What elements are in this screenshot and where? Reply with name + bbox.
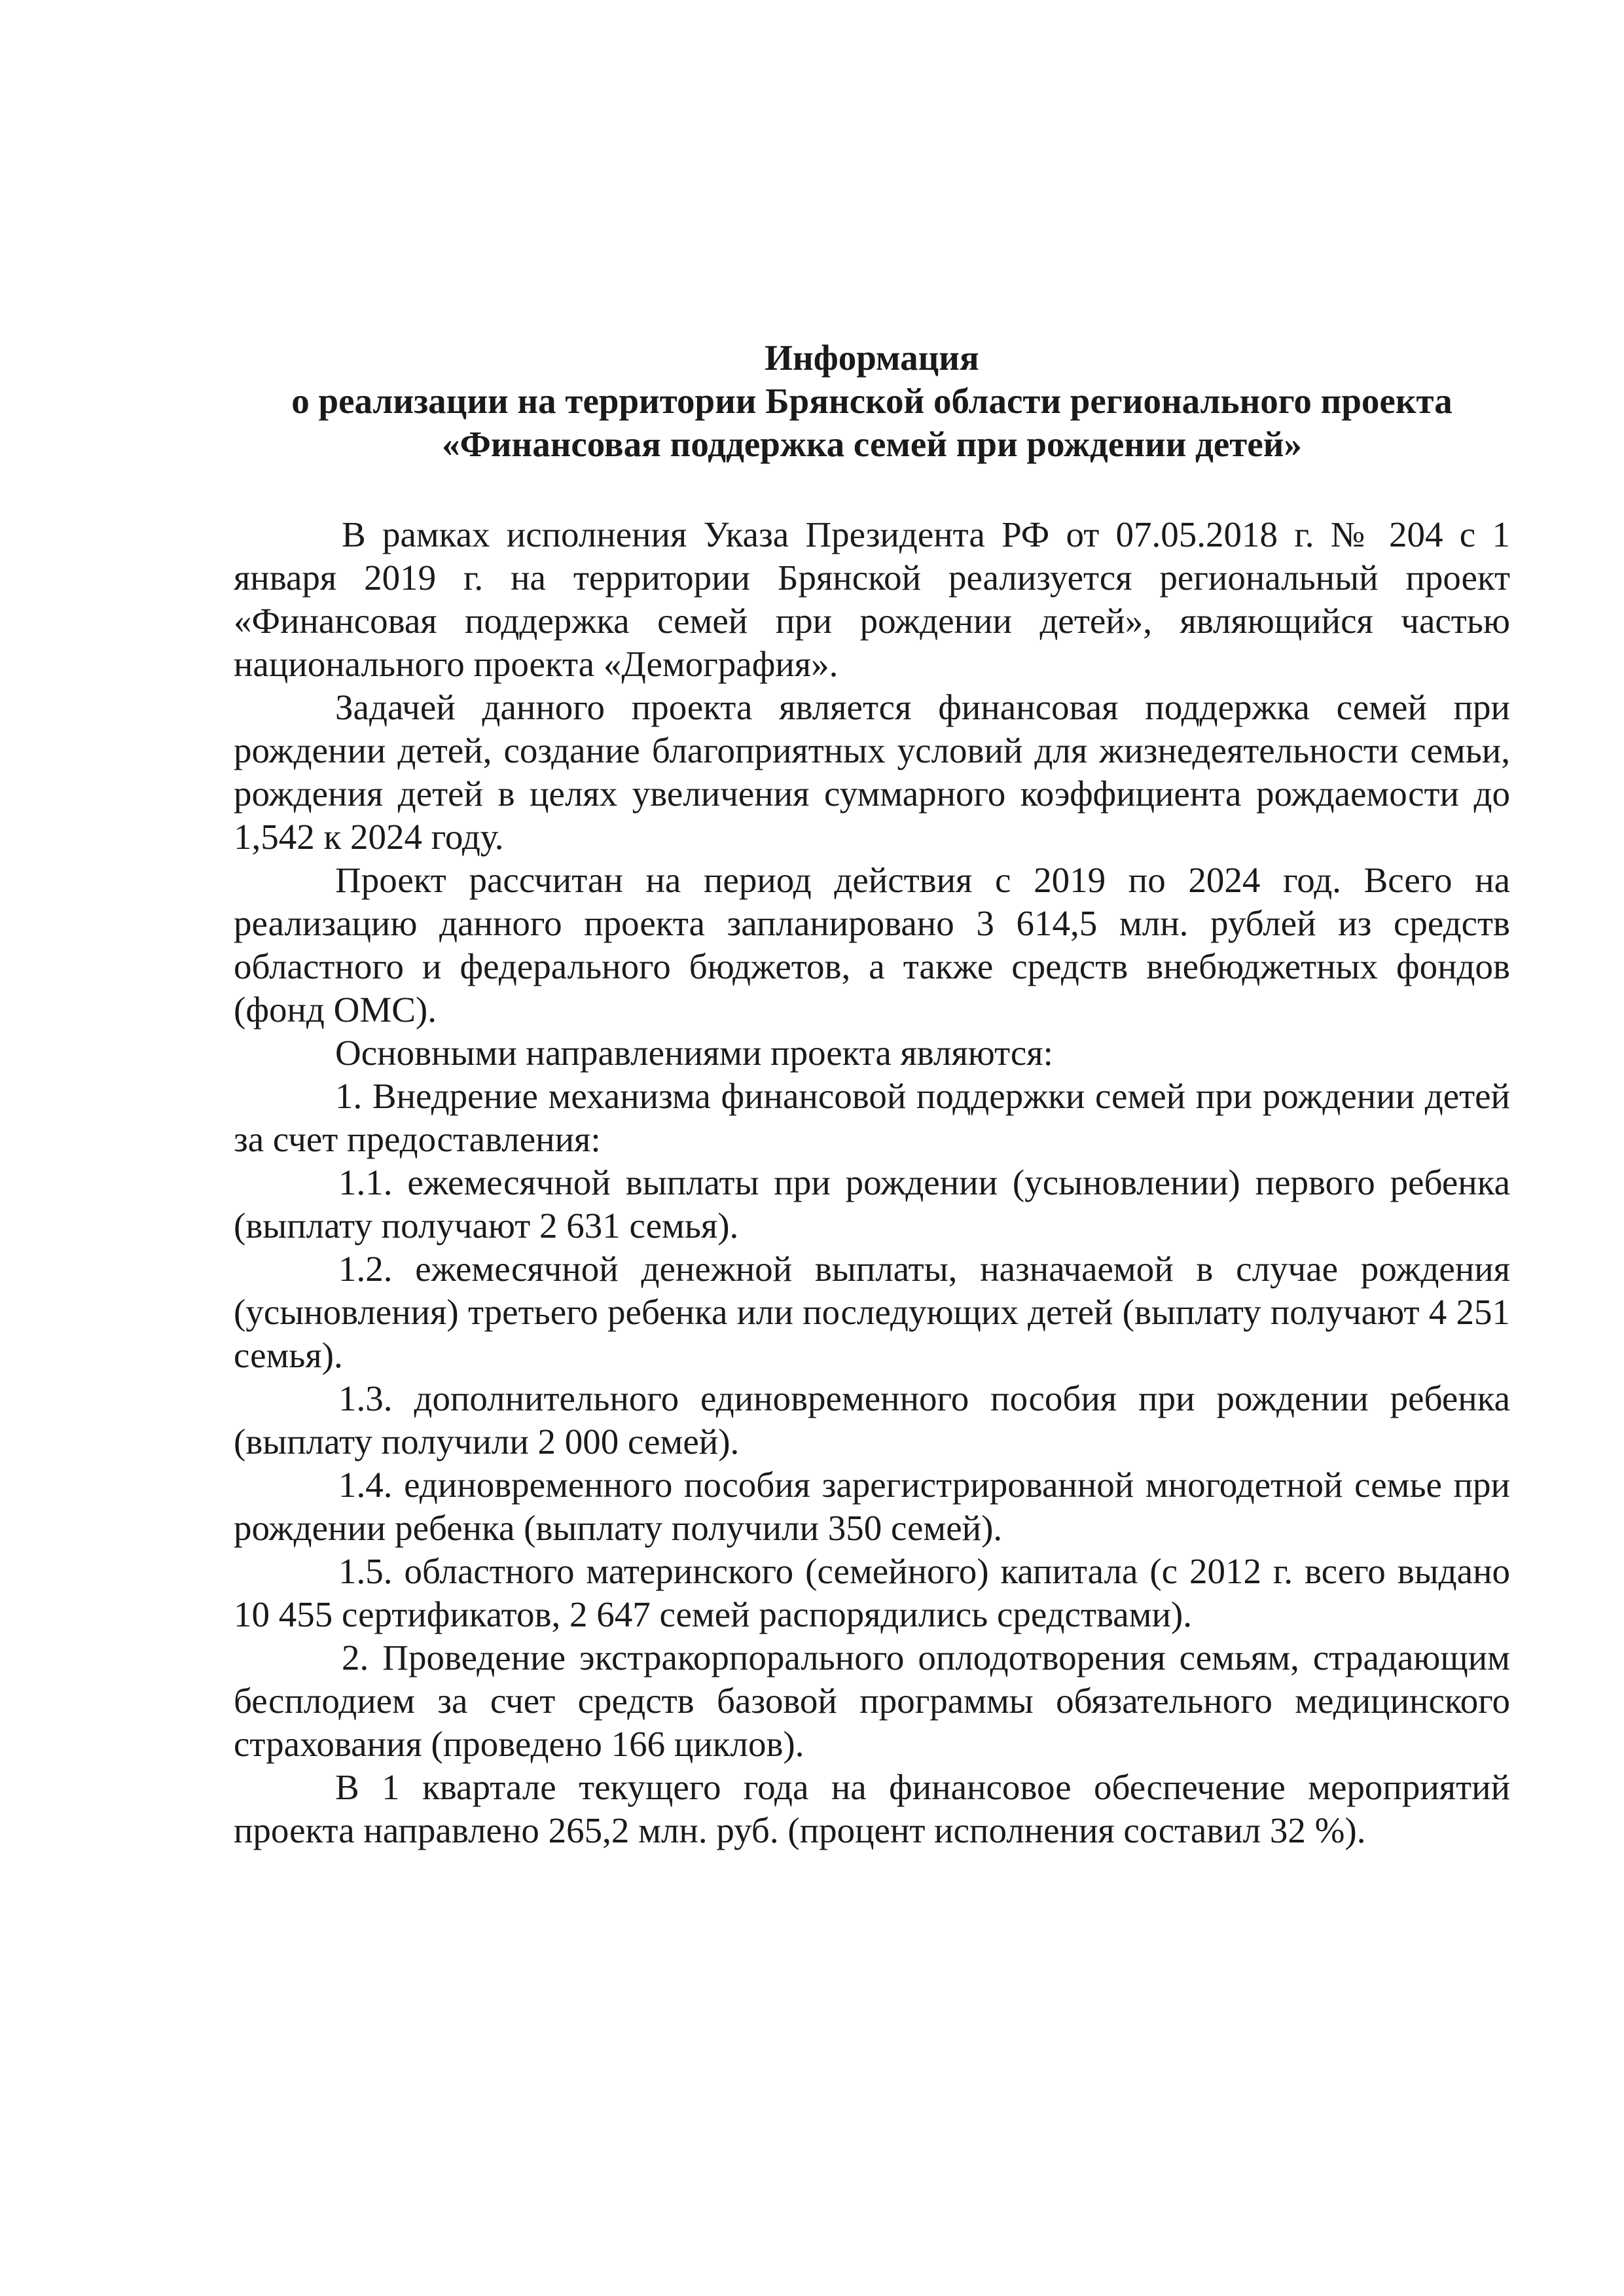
title-line-3: «Финансовая поддержка семей при рождении детей» xyxy=(442,424,1302,464)
paragraph-decree: В рамках исполнения Указа Президента РФ от 07.05.2018 г. № 204 с 1 января 2019 г. на территории Брянской реализуется региональный проект «Финансовая поддержка семей при рождении детей», являющийся частью национального проекта «Демография». xyxy=(234,514,1510,684)
list-item-1-5: 1.5. областного материнского (семейного) капитала (с 2012 г. всего выдано 10 455 сертификатов, 2 647 семей распорядились средствами). xyxy=(234,1551,1510,1634)
paragraph-goal: Задачей данного проекта является финансовая поддержка семей при рождении детей, создание благоприятных условий для жизнедеятельности семьи, рождения детей в целях увеличения суммарного коэффициента рождаемости до 1,542 к 2024 году. xyxy=(234,687,1510,857)
list-item-1-3: 1.3. дополнительного единовременного пособия при рождении ребенка (выплату получили 2 000 семей). xyxy=(234,1378,1510,1462)
list-item-2: 2. Проведение экстракорпорального оплодотворения семьям, страдающим бесплодием за счет средств базовой программы обязательного медицинского страхования (проведено 166 циклов). xyxy=(234,1638,1510,1764)
title-line-1: Информация xyxy=(765,338,979,378)
paragraph-budget: Проект рассчитан на период действия с 2019 по 2024 год. Всего на реализацию данного проекта запланировано 3 614,5 млн. рублей из средств областного и федерального бюджетов, а также средств внебюджетных фондов (фонд ОМС). xyxy=(234,860,1510,1030)
paragraph-directions-intro: Основными направлениями проекта являются: xyxy=(335,1033,1053,1073)
list-item-1: 1. Внедрение механизма финансовой поддержки семей при рождении детей за счет предоставления: xyxy=(234,1076,1510,1159)
title-line-2: о реализации на территории Брянской области регионального проекта xyxy=(291,381,1453,421)
list-item-1-1: 1.1. ежемесячной выплаты при рождении (усыновлении) первого ребенка (выплату получают 2 631 семья). xyxy=(234,1162,1510,1246)
paragraph-q1-funding: В 1 квартале текущего года на финансовое обеспечение мероприятий проекта направлено 265,2 млн. руб. (процент исполнения составил 32 %). xyxy=(234,1767,1510,1850)
list-item-1-4: 1.4. единовременного пособия зарегистрированной многодетной семье при рождении ребенка (выплату получили 350 семей). xyxy=(234,1465,1510,1548)
list-item-1-2: 1.2. ежемесячной денежной выплаты, назначаемой в случае рождения (усыновления) третьего ребенка или последующих детей (выплату получают 4 251 семья). xyxy=(234,1249,1510,1375)
title-spacer xyxy=(234,466,1510,513)
document-title xyxy=(234,336,1510,466)
document-body xyxy=(234,336,1510,1852)
